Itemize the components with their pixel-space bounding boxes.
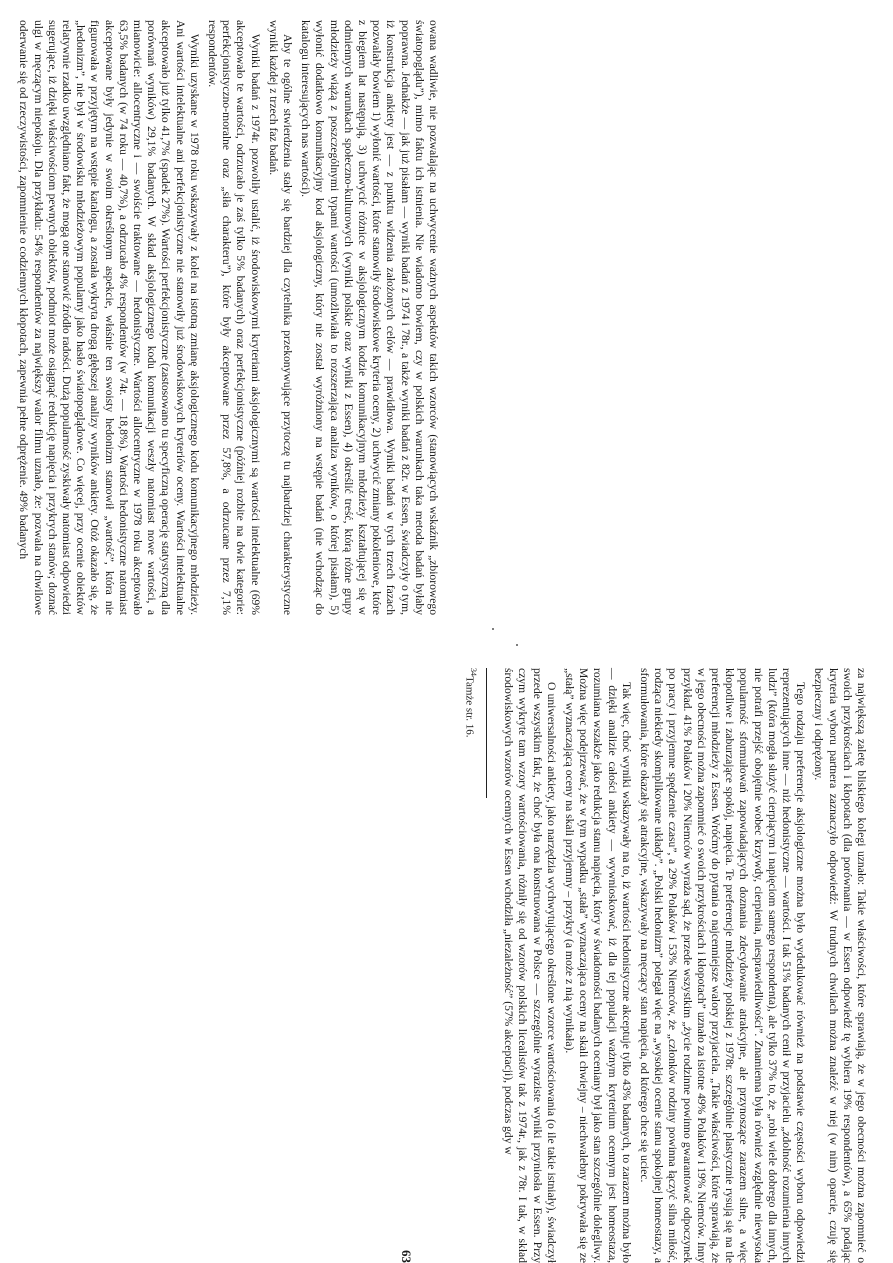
paragraph: owana wadliwie, nie pozwalając na uchwycenie ważnych aspektów takich wzorców (stanowiących wskaźnik „zbiorowego światopoglądu”), mimo faktu ich istnienia. Nie wiadomo bowiem, czy w polskich warunkach taka metoda badań byłaby poprawna. Jednakże — jak już pisałam — wyniki badań z 1974 i 78r., a także wyniki badań z 82r. w Essen, świadczyły o tym, iż konstrukcja ankiety jest — z punktu widzenia założonych celów — prawidłowa. Wyniki badań w tych trzech fazach pozwalały bowiem 1) wyłonić wartości, które stanowiły środowiskowe kryteria oceny, 2) uchwycić zmiany pokoleniowe, które z biegiem lat następują, 3) uchwycić różnice w aksjologicznym kodzie komunikacyjnym młodzieży kształtującej się w odmiennych warunkach społeczno-kulturowych (wyniki polskie oraz wyniki z Essen), 4) określić treść, którą różne grupy młodzieży wiążą z poszczególnymi typami wartości (umożliwiała to rozszerzająca analiza wyników, o której pisałam), 5) wyłonić dodatkowo komunikacyjny kod aksjologiczny, który nie został wyróżniony na wstępie badań (nie wchodząc do katalogu interesujących nas wartości). <box>299 20 440 615</box>
paragraph: Wyniki badań z 1974r. pozwoliły ustalić, iż środowiskowymi kryteriami aksjologicznymi są wartości intelektualne (69% akceptowało te wartości, odrzucało je zaś tylko 5% badanych) oraz perfekcjonistyczne (później rozbite na dwie kategorie: perfekcjonistyczno-moralne oraz „siła charakteru”), które były akceptowane przez 57,8%, a odrzucane przez 7,1% respondentów. <box>205 20 262 615</box>
left-page <box>10 20 440 615</box>
paragraph: Wyniki uzyskane w 1978 roku wskazywały z kolei na istotną zmianę aksjologicznego kodu komunikacyjnego młodzieży. Ani wartości intelektualne ani perfekcjonistyczne nie stanowiły już środowiskowych kryteriów oceny. Wartości intelektualne akceptowało już tylko 41,7% (spadek 27%). Wartości perfekcjonistyczne (zastosowano tu specyficzną operację statystyczną dla porównań wyników) 29,1% badanych. W skład aksjologicznego kodu komunikacji weszły natomiast nowe wartości, a mianowicie: allocentryczne i — swoiście traktowane — hedonistyczne. Wartości allocentryczne w 1978 roku akceptowało 63,5% badanych (w 74 roku — 40,7%), a odrzucało 4% respondentów (w 74r. — 18,8%). Wartości hedonistyczne natomiast akceptowane były jedynie w swoim określonym aspekcie, właśnie ten swoisty hedonizm stanowił „wartość”, która nie figurowała w przyjętym na wstępie katalogu, a została wykryta drogą głębszej analizy wyników ankiety. Otóż okazało się, że „hedonizm”, nie był w środowisku młodzieżowym popularny jako hasło światopoglądowe. Co więcej, przy ocenie obiektów relatywnie rzadko uwzględniano fakt, że mogą one stanowić źródło radości. Dużą popularność zyskiwały natomiast odpowiedzi sugerujące, iż dzięki właściwościom pewnych obiektów, podmiot może osiągnąć redukcję napięcia i przykrych stanów; doznać ulgi w męczącym niepokoju. Dla przykładu: 54% respondentów za największy walor filmu uznało, że: pozwala na chwilowe oderwanie się od rzeczywistości, zapomnienie o codziennych kłopotach, zapewnia pełne odprężenie. 49% badanych <box>17 20 201 615</box>
scan-speck <box>516 644 518 646</box>
paragraph: za największą zaletę bliskiego kolegi uznało: Takie właściwości, które sprawiają, że w jego obecności można zapomnieć o swoich przykrościach i kłopotach (dla porównania — w Essen odpowiedź tę wybiera 19% respondentów), a 65% podając kryteria wyboru partnera zaznaczyło odpowiedź: W trudnych chwilach można znaleźć w niej (w nim) oparcie, czuję się bezpieczny i odprężony. <box>812 668 868 1263</box>
footnote-divider <box>486 668 487 798</box>
paragraph: Tego rodzaju preferencje aksjologiczne można było wydedukować również na podstawie częstości wyboru odpowiedzi reprezentujących inne — niż hedonistyczne — wartości. I tak 51% badanych cenił w przyjacielu „zdolność rozumienia innych ludzi” (która mogła służyć cierpiącym i napięciom samego respondenta), ale tylko 37% to, że „robi wiele dobrego dla innych, nie potrafi przejść obojętnie wobec krzywdy, cierpienia, niesprawiedliwości”. Znamienna była również względnie niewysoka popularność sformułowań zapowiadających doznania zdecydowanie atrakcyjne, ale przynoszące zarazem silne, a więc kłopotliwe i zaburzające spokój, napięcia. Te preferencje młodzieży polskiej z 1978r. szczególnie plastycznie rysują się na tle preferencji młodzieży z Essen. Wróćmy do pytania o najcenniejsze walory przyjaciela. „Takie właściwości, które sprawiają, że w jego obecności można zapomnieć o swoich przykrościach i kłopotach” uznało za istotne 49% Polaków i 19% Niemców. Inny przykład. 41% Polaków i 20% Niemców wyraża sąd, że przede wszystkim „życie rodzinne powinno gwarantować odpoczynek po pracy i przyjemne spędzenie czasu”, a 29% Polaków i 53% Niemców, że „członków rodziny powinna łączyć silna miłość, rodząca niekiedy skomplikowane układy”. „Polski hedonizm” polegał więc na „wysokiej ocenie stanu spokojnej homeostazy, a sformułowania, które okazały się atrakcyjne, wskazywały na męczący stan napięcia, od którego chce się uciec. <box>637 668 808 1263</box>
paragraph: Tak więc, choć wyniki wskazywały na to, iż wartości hedonistyczne akceptuje tylko 43% badanych, to zarazem można było — dzięki analizie całości ankiety — wywnioskować, iż dla tej populacji ważnym kryterium ocennym jest homeostaza, rozumiana wszakże jako redukcja stanu napięcia, który w świadomości badanych oceniany był jako stan szczególnie dolegliwy. Można więc podejrzewać, że w tym wypadku „stała” wyznaczająca oceny na skali chwiejny – niechwalebny pokrywała się ze „stałą” wyznaczającą oceny na skali przyjemny – przykry (a może z nią wynikała). <box>562 668 633 1263</box>
footnote-marker: 34 <box>468 668 478 676</box>
scan-speck <box>492 628 494 630</box>
paragraph: Aby te ogólne stwierdzenia stały się bardziej dla czytelnika przekonywujące przytoczę tu najbardziej charakterystyczne wyniki każdej z trzech faz badań. <box>266 20 294 615</box>
right-page <box>399 668 868 1263</box>
page-number: 63 <box>399 1250 414 1263</box>
footnote-text: Tamże str. 16. <box>463 676 476 738</box>
footnote <box>462 668 480 1263</box>
paragraph: O uniwersalności ankiety, jako narzędzia wychwytującego określone wzorce wartościowania (o ile takie istniały), świadczył przede wszystkim fakt, że choć była ona konstruowana w Polsce — szczególnie wyraziste wyniki przyniosła w Essen. Przy czym wykryte tam wzory wartościowania, różniły się od wzorów polskich licealistów tak z 1974r., jak z 78r. I tak, w skład środowiskowych wzorów ocennych w Essen wchodziła „niezależność” (57% akceptacji), podczas gdy w <box>502 668 558 1263</box>
